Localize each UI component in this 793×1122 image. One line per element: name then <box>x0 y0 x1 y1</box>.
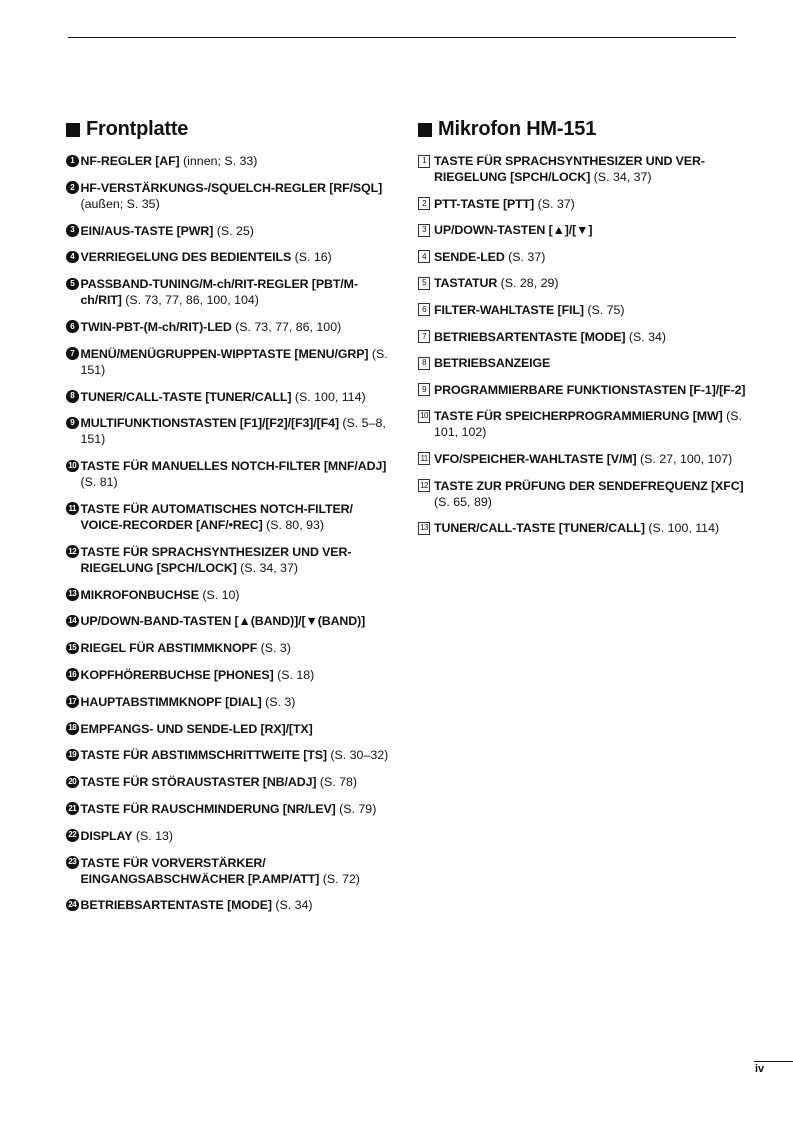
item-label: PROGRAMMIERBARE FUNKTIONSTASTEN [F-1]/[F-2] <box>434 382 746 397</box>
number-circle-icon: 23 <box>66 856 79 869</box>
item-page-ref: (S. 101, 102) <box>434 409 742 440</box>
number-box-icon: 10 <box>418 410 430 423</box>
item-text <box>81 501 397 533</box>
item-page-ref: (S. 5–8, 151) <box>80 416 386 447</box>
item-label: TASTE FÜR AUTOMATISCHES NOTCH-FILTER/ VOICE-RECORDER [ANF/•REC] <box>80 501 353 532</box>
item-text <box>434 222 748 238</box>
frontpanel-list <box>66 153 396 913</box>
item-page-ref: (S. 34) <box>271 898 313 913</box>
item-text <box>434 329 748 345</box>
item-page-ref: (S. 25) <box>213 223 254 238</box>
item-label: TASTE FÜR SPEICHERPROGRAMMIERUNG [MW] <box>434 409 723 424</box>
item-text <box>81 774 397 790</box>
item-page-ref: (S. 18) <box>273 667 315 682</box>
number-circle-icon: 24 <box>66 899 79 912</box>
item-label: DISPLAY <box>80 828 133 843</box>
item-label: TUNER/CALL-TASTE [TUNER/CALL] <box>434 521 645 536</box>
microphone-list <box>418 153 748 536</box>
item-label: NF-REGLER [AF] <box>80 154 180 168</box>
number-circle-icon: 4 <box>66 251 79 264</box>
item-label: EIN/AUS-TASTE [PWR] <box>80 223 214 238</box>
number-circle-icon: 16 <box>66 668 79 681</box>
item-label: KOPFHÖRERBUCHSE [PHONES] <box>80 667 274 682</box>
number-circle-icon: 8 <box>66 390 79 403</box>
item-label: BETRIEBSANZEIGE <box>434 356 551 371</box>
list-item <box>66 501 396 533</box>
item-text <box>81 346 397 378</box>
item-text <box>434 153 748 185</box>
list-item <box>66 855 396 887</box>
number-box-icon: 8 <box>418 357 430 370</box>
list-item <box>66 415 396 447</box>
item-page-ref: (außen; S. 35) <box>80 196 160 211</box>
list-item <box>66 458 396 490</box>
number-circle-icon: 13 <box>66 588 79 601</box>
number-circle-icon: 14 <box>66 615 79 628</box>
item-label: HF-VERSTÄRKUNGS-/SQUELCH-REGLER [RF/SQL] <box>80 180 383 195</box>
item-text <box>434 478 748 510</box>
item-text <box>81 640 397 656</box>
list-item <box>66 587 396 603</box>
number-circle-icon: 20 <box>66 776 79 789</box>
list-item <box>66 180 396 212</box>
item-page-ref: (S. 65, 89) <box>434 494 492 509</box>
item-text <box>81 694 397 710</box>
item-page-ref: (S. 30–32) <box>326 748 389 763</box>
list-item <box>66 389 396 405</box>
item-page-ref: (S. 34, 37) <box>236 560 299 575</box>
item-label: TASTE ZUR PRÜFUNG DER SENDEFREQUENZ [XFC] <box>434 478 744 493</box>
item-page-ref: (S. 80, 93) <box>262 517 324 532</box>
item-label: MENÜ/MENÜGRUPPEN-WIPPTASTE [MENU/GRP] <box>80 346 369 361</box>
number-box-icon: 11 <box>418 452 430 465</box>
list-item <box>418 249 748 265</box>
item-label: VFO/SPEICHER-WAHLTASTE [V/M] <box>434 451 637 466</box>
list-item <box>418 153 748 185</box>
item-page-ref: (S. 100, 114) <box>644 521 720 536</box>
item-label: TASTE FÜR SPRACHSYNTHESIZER UND VER-RIEGELUNG [SPCH/LOCK] <box>434 154 705 184</box>
number-circle-icon: 1 <box>66 155 79 168</box>
item-label: MIKROFONBUCHSE <box>80 587 199 602</box>
number-circle-icon: 5 <box>66 278 79 291</box>
item-text <box>81 319 397 335</box>
list-item <box>66 346 396 378</box>
list-item <box>66 276 396 308</box>
list-item <box>66 694 396 710</box>
number-circle-icon: 18 <box>66 722 79 735</box>
item-label: HAUPTABSTIMMKNOPF [DIAL] <box>80 694 262 709</box>
item-text <box>81 153 397 169</box>
number-box-icon: 2 <box>418 197 430 210</box>
item-label: UP/DOWN-TASTEN [▲]/[▼] <box>434 223 593 238</box>
number-circle-icon: 12 <box>66 545 79 558</box>
item-label: SENDE-LED <box>434 249 505 264</box>
item-page-ref: (S. 100, 114) <box>291 389 366 404</box>
list-item <box>66 249 396 265</box>
item-page-ref: (S. 34) <box>625 329 667 344</box>
section-title-microphone <box>418 118 748 141</box>
number-circle-icon: 21 <box>66 802 79 815</box>
list-item <box>418 196 748 212</box>
list-item <box>66 721 396 737</box>
list-item <box>66 153 396 169</box>
item-text <box>81 415 397 447</box>
item-page-ref: (S. 34, 37) <box>590 170 652 184</box>
page-number: iv <box>755 1063 765 1075</box>
item-label: TUNER/CALL-TASTE [TUNER/CALL] <box>80 389 292 404</box>
item-page-ref: (S. 27, 100, 107) <box>636 451 733 466</box>
list-item <box>66 667 396 683</box>
item-label: MULTIFUNKTIONSTASTEN [F1]/[F2]/[F3]/[F4] <box>80 416 339 431</box>
item-page-ref: (S. 78) <box>316 775 358 790</box>
item-page-ref: (S. 72) <box>319 871 360 886</box>
list-item <box>66 801 396 817</box>
list-item <box>418 222 748 238</box>
section-title-frontpanel <box>66 118 396 141</box>
item-label: BETRIEBSARTENTASTE [MODE] <box>434 329 626 344</box>
item-page-ref: (S. 37) <box>534 196 575 211</box>
item-page-ref: (S. 3) <box>261 694 296 709</box>
number-circle-icon: 6 <box>66 320 79 333</box>
item-label: TASTE FÜR STÖRAUSTASTER [NB/ADJ] <box>80 775 317 790</box>
item-label: BETRIEBSARTENTASTE [MODE] <box>80 898 272 913</box>
microphone-title: Mikrofon HM-151 <box>438 118 597 140</box>
item-page-ref: (S. 13) <box>132 828 174 843</box>
number-box-icon: 1 <box>418 155 430 168</box>
square-bullet-icon <box>418 123 432 137</box>
item-label: TASTATUR <box>434 276 498 291</box>
number-box-icon: 12 <box>418 479 430 492</box>
list-item <box>418 408 748 440</box>
number-box-icon: 9 <box>418 383 430 396</box>
item-text <box>81 855 397 887</box>
number-box-icon: 4 <box>418 250 430 263</box>
item-label: TASTE FÜR ABSTIMMSCHRITTWEITE [TS] <box>80 748 327 763</box>
item-page-ref: (S. 10) <box>198 587 240 602</box>
item-text <box>434 249 748 265</box>
item-text <box>81 721 397 737</box>
item-text <box>434 520 748 536</box>
item-text <box>81 667 397 683</box>
item-text <box>81 276 397 308</box>
list-item <box>418 451 748 467</box>
item-text <box>81 389 397 405</box>
item-text <box>434 408 748 440</box>
item-page-ref: (S. 81) <box>80 475 118 490</box>
number-circle-icon: 15 <box>66 642 79 655</box>
item-label: TASTE FÜR MANUELLES NOTCH-FILTER [MNF/ADJ] <box>80 459 387 474</box>
item-page-ref: (S. 75) <box>583 302 625 317</box>
item-text <box>434 302 748 318</box>
frontpanel-title: Frontplatte <box>86 118 189 140</box>
list-item <box>66 747 396 763</box>
item-text <box>434 196 748 212</box>
item-page-ref: (S. 28, 29) <box>497 276 559 291</box>
item-text <box>81 458 397 490</box>
item-label: TASTE FÜR SPRACHSYNTHESIZER UND VER-RIEGELUNG [SPCH/LOCK] <box>80 544 352 575</box>
item-text <box>81 613 397 629</box>
item-page-ref: (S. 151) <box>80 346 388 377</box>
number-box-icon: 7 <box>418 330 430 343</box>
item-text <box>81 249 397 265</box>
item-label: TASTE FÜR RAUSCHMINDERUNG [NR/LEV] <box>80 801 336 816</box>
item-label: UP/DOWN-BAND-TASTEN [▲(BAND)]/[▼(BAND)] <box>80 614 366 629</box>
item-text <box>81 828 397 844</box>
item-text <box>81 801 397 817</box>
item-text <box>81 223 397 239</box>
number-circle-icon: 22 <box>66 829 79 842</box>
frontpanel-section <box>66 118 396 924</box>
list-item <box>66 613 396 629</box>
number-circle-icon: 7 <box>66 347 79 360</box>
item-text <box>81 180 397 212</box>
list-item <box>418 520 748 536</box>
number-box-icon: 3 <box>418 224 430 237</box>
list-item <box>418 302 748 318</box>
list-item <box>66 774 396 790</box>
item-label: TASTE FÜR VORVERSTÄRKER/ EINGANGSABSCHWÄCHER [P.AMP/ATT] <box>80 855 320 886</box>
number-box-icon: 6 <box>418 303 430 316</box>
list-item <box>418 382 748 398</box>
item-text <box>81 747 397 763</box>
list-item <box>66 828 396 844</box>
item-text <box>434 382 748 398</box>
item-page-ref: (innen; S. 33) <box>179 154 258 168</box>
list-item <box>66 319 396 335</box>
item-label: PASSBAND-TUNING/M-ch/RIT-REGLER [PBT/M-ch/RIT] <box>80 277 358 308</box>
number-circle-icon: 19 <box>66 749 79 762</box>
list-item <box>66 544 396 576</box>
number-circle-icon: 10 <box>66 460 79 473</box>
item-page-ref: (S. 73, 77, 86, 100, 104) <box>121 293 259 308</box>
list-item <box>418 355 748 371</box>
item-label: PTT-TASTE [PTT] <box>434 196 535 211</box>
item-page-ref: (S. 79) <box>335 801 377 816</box>
number-circle-icon: 3 <box>66 224 79 237</box>
number-box-icon: 5 <box>418 277 430 290</box>
item-page-ref: (S. 73, 77, 86, 100) <box>231 319 342 334</box>
item-text <box>434 451 748 467</box>
number-circle-icon: 2 <box>66 181 79 194</box>
item-page-ref: (S. 3) <box>257 641 291 656</box>
list-item <box>66 223 396 239</box>
item-label: VERRIEGELUNG DES BEDIENTEILS <box>80 250 292 265</box>
item-label: TWIN-PBT-(M-ch/RIT)-LED <box>80 319 232 334</box>
page-number-rule <box>754 1061 793 1062</box>
item-text <box>434 275 748 291</box>
item-page-ref: (S. 37) <box>504 249 546 264</box>
item-page-ref: (S. 16) <box>291 250 332 265</box>
item-label: FILTER-WAHLTASTE [FIL] <box>434 302 584 317</box>
list-item <box>418 478 748 510</box>
list-item <box>66 640 396 656</box>
item-label: RIEGEL FÜR ABSTIMMKNOPF <box>80 641 258 656</box>
microphone-section <box>418 118 748 547</box>
item-label: EMPFANGS- UND SENDE-LED [RX]/[TX] <box>80 721 313 736</box>
number-box-icon: 13 <box>418 522 430 535</box>
top-rule <box>68 37 736 38</box>
list-item <box>418 329 748 345</box>
square-bullet-icon <box>66 123 80 137</box>
list-item <box>418 275 748 291</box>
item-text <box>81 587 397 603</box>
list-item <box>66 897 396 913</box>
item-text <box>434 355 748 371</box>
number-circle-icon: 11 <box>66 502 79 515</box>
item-text <box>81 897 397 913</box>
number-circle-icon: 9 <box>66 417 79 430</box>
number-circle-icon: 17 <box>66 695 79 708</box>
item-text <box>81 544 397 576</box>
